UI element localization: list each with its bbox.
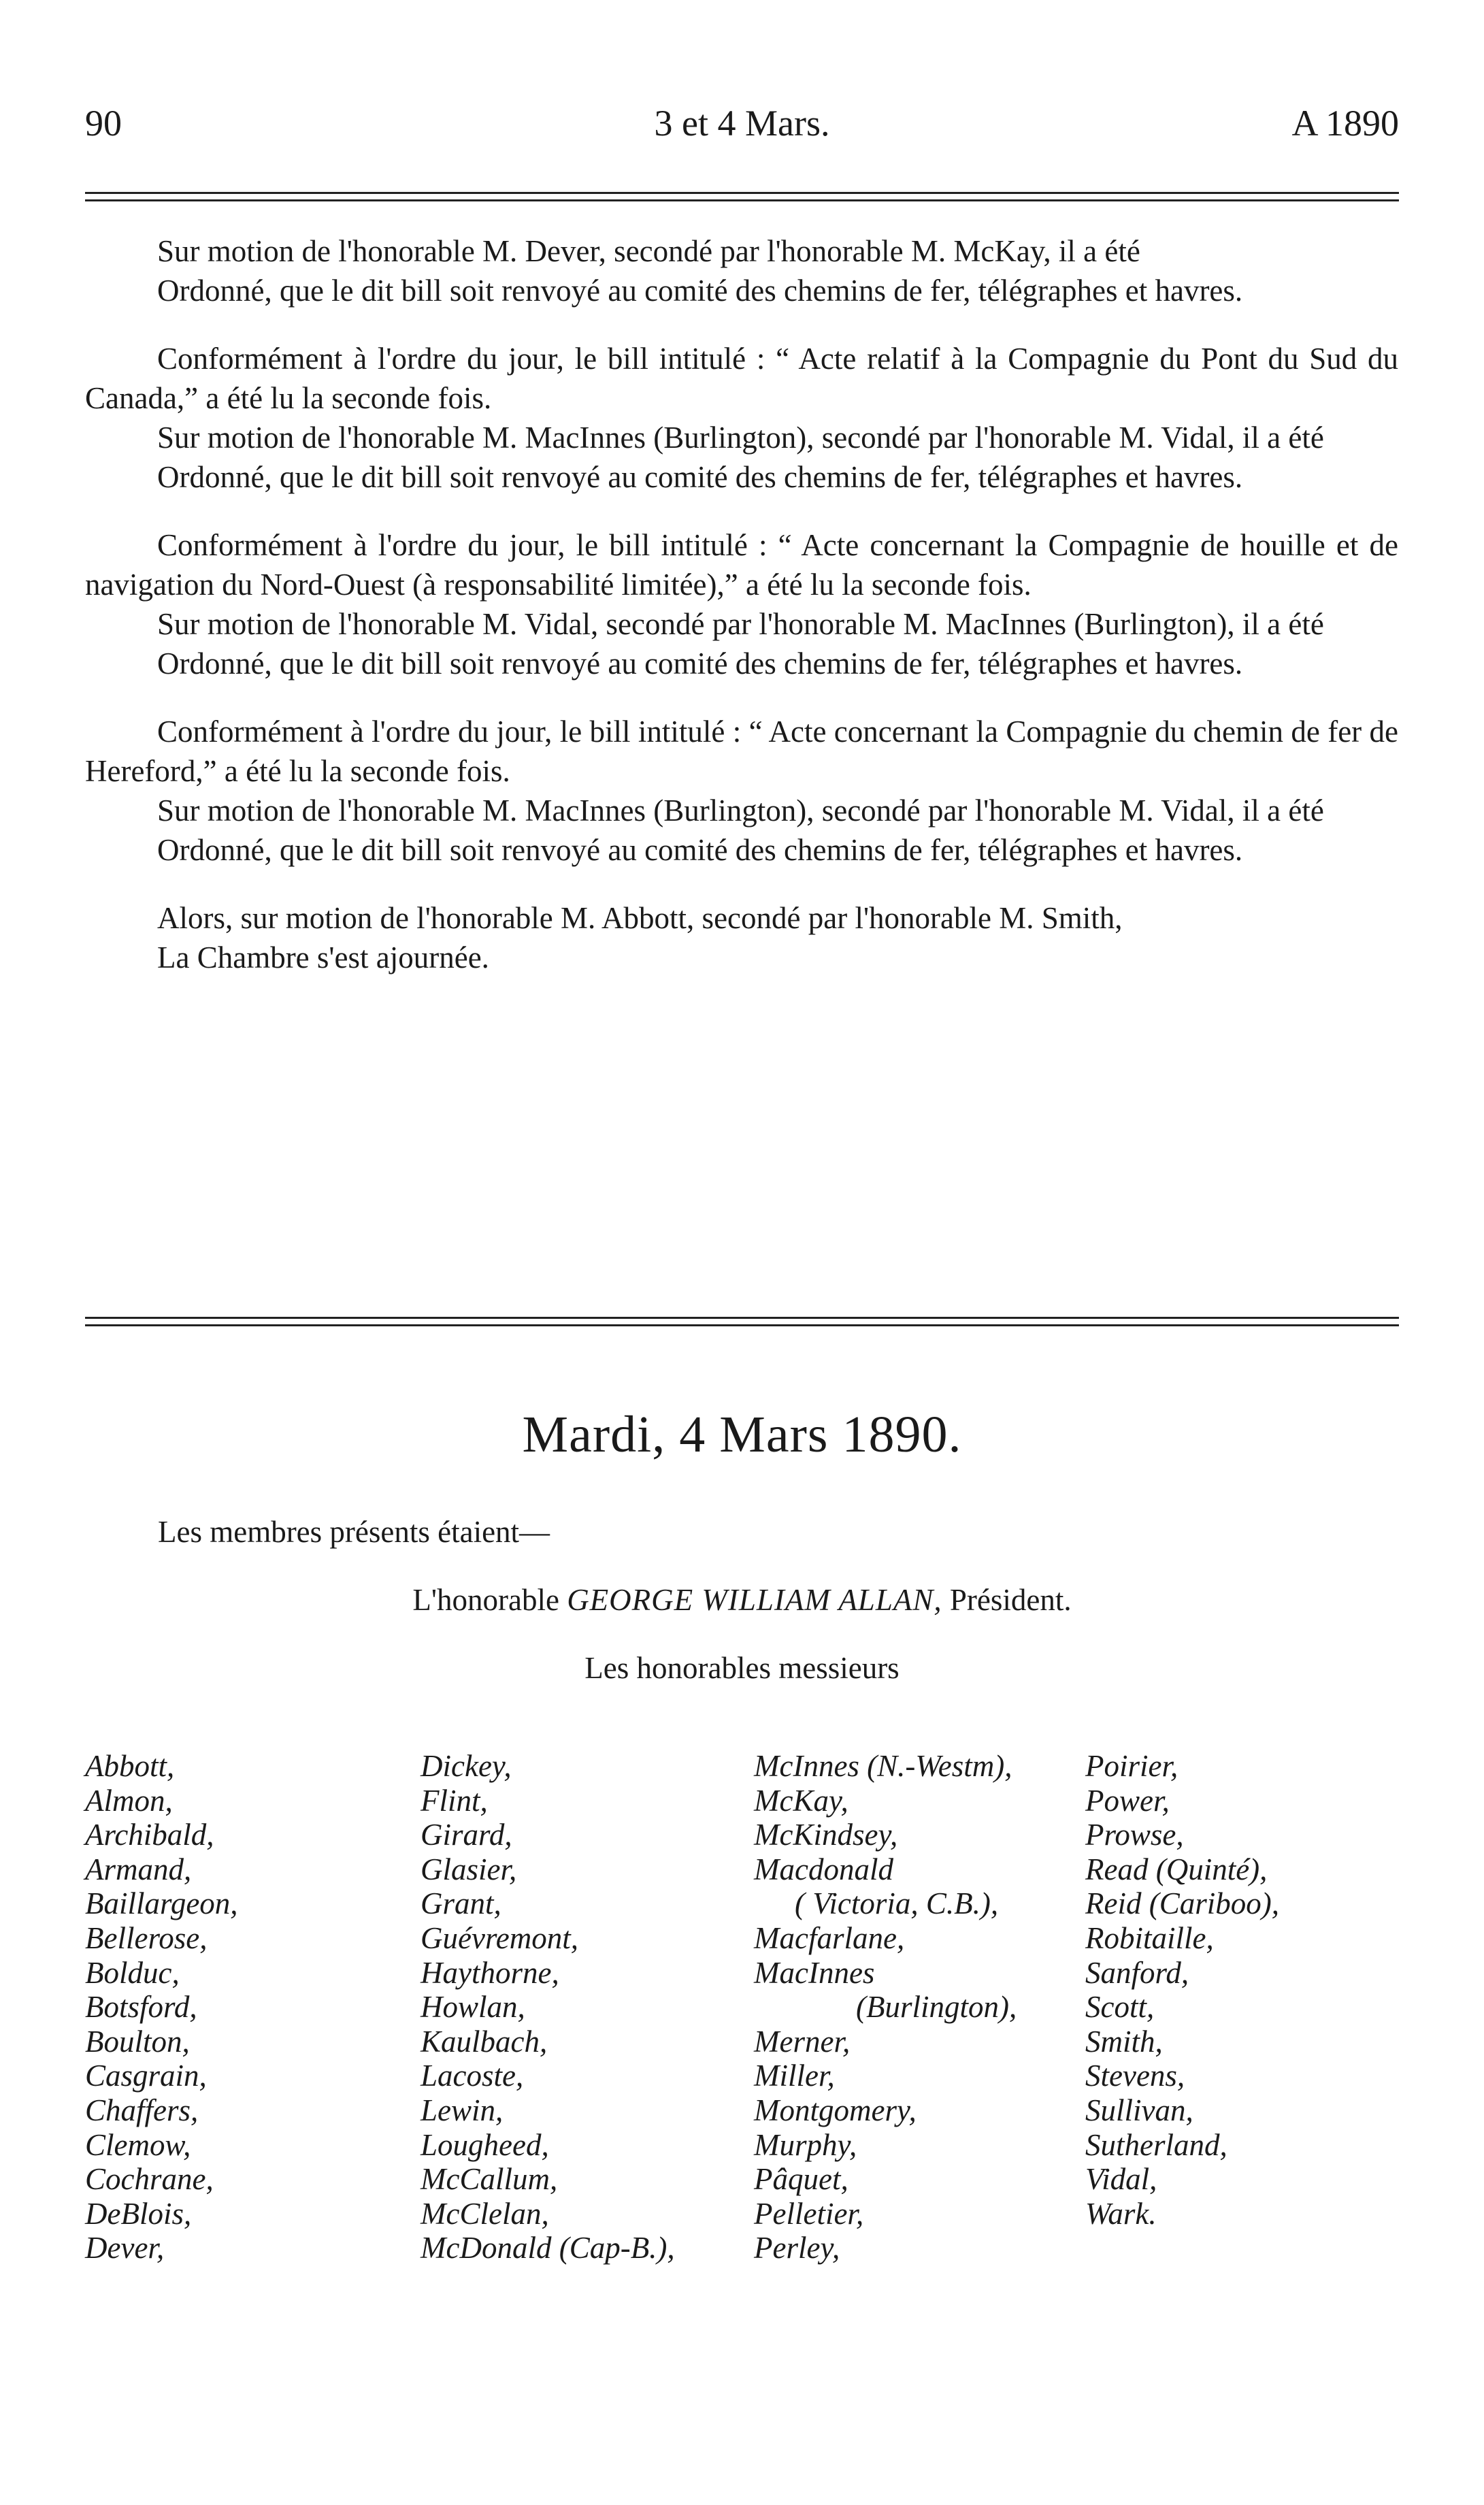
member-name: Sanford, [1085,1955,1189,1990]
paragraph: Alors, sur motion de l'honorable M. Abbott, secondé par l'honorable M. Smith, [157,901,1123,935]
member-name: McClelan, [421,2196,549,2231]
minutes-text [85,231,1398,977]
member-name: Pâquet, [754,2162,848,2197]
member-name: Stevens, [1085,2059,1185,2093]
member-name: Haythorne, [421,1955,559,1990]
member-name: Girard, [421,1818,512,1852]
paragraph: Conformément à l'ordre du jour, le bill intitulé : “ Acte concernant la Compagnie du chemin de fer de Hereford,” a été lu la seconde fois. [85,715,1398,788]
paragraph: La Chambre s'est ajournée. [157,940,489,975]
president-suffix: Président. [942,1583,1072,1617]
members-heading: Les honorables messieurs [584,1651,900,1685]
member-name: Almon, [85,1783,173,1818]
member-name: Pelletier, [754,2196,864,2231]
member-name: Bellerose, [85,1920,208,1955]
member-name: Cochrane, [85,2162,214,2197]
members-column-2 [421,1749,675,2265]
paragraph: Conformément à l'ordre du jour, le bill intitulé : “ Acte relatif à la Compagnie du Pont du Sud du Canada,” a été lu la seconde fois. [85,342,1398,415]
president-prefix: L'honorable [412,1583,559,1617]
member-name: Reid (Cariboo), [1085,1886,1279,1921]
member-name: Kaulbach, [421,2024,548,2059]
member-name: Macdonald [754,1852,893,1886]
member-name: McInnes (N.-Westm), [754,1749,1012,1783]
member-name: Dickey, [421,1749,512,1783]
member-name: Wark. [1085,2196,1157,2231]
member-name: McKay, [754,1783,848,1818]
paragraph: Sur motion de l'honorable M. Vidal, secondé par l'honorable M. MacInnes (Burlington), il a été [157,607,1324,641]
member-name: Perley, [754,2231,840,2265]
header-year: A 1890 [1291,103,1399,144]
paragraph: Sur motion de l'honorable M. MacInnes (Burlington), secondé par l'honorable M. Vidal, il a été [157,793,1324,828]
member-name: Read (Quinté), [1085,1852,1268,1886]
member-name: Scott, [1085,1990,1155,2025]
member-name: Prowse, [1085,1818,1184,1852]
member-name: Merner, [754,2024,851,2059]
member-name: Montgomery, [754,2093,917,2127]
members-column-3 [754,1749,1017,2265]
member-name: Clemow, [85,2127,191,2162]
member-name: (Burlington), [856,1990,1017,2025]
page-number: 90 [85,103,122,144]
member-name: Sutherland, [1085,2127,1227,2162]
president-line [0,1582,1484,1618]
member-name: Casgrain, [85,2059,207,2093]
member-name: Flint, [421,1783,488,1818]
members-column-4 [1085,1749,1279,2231]
page-header [85,102,1399,150]
paragraph: Sur motion de l'honorable M. Dever, secondé par l'honorable M. McKay, il a été [157,234,1140,268]
header-double-rule [85,192,1399,201]
paragraph: Ordonné, que le dit bill soit renvoyé au comité des chemins de fer, télégraphes et havres. [157,460,1243,494]
member-name: Abbott, [85,1749,175,1783]
member-name: Lewin, [421,2093,504,2127]
member-name: McKindsey, [754,1818,898,1852]
member-name: Murphy, [754,2127,857,2162]
present-line: Les membres présents étaient— [158,1515,550,1549]
member-name: Dever, [85,2231,165,2265]
member-name: Boulton, [85,2024,190,2059]
member-name: Vidal, [1085,2162,1157,2197]
header-date: 3 et 4 Mars. [654,103,830,144]
member-name: Bolduc, [85,1955,180,1990]
member-name: Armand, [85,1852,192,1886]
member-name: Grant, [421,1886,501,1921]
member-name: Macfarlane, [754,1920,905,1955]
member-name: DeBlois, [85,2196,192,2231]
member-name: Howlan, [421,1990,525,2025]
paragraph: Conformément à l'ordre du jour, le bill intitulé : “ Acte concernant la Compagnie de houille et de navigation du Nord-Ouest (à responsabilité limitée),” a été lu la seconde fois. [85,528,1398,602]
member-name: Robitaille, [1085,1920,1214,1955]
members-column-1 [85,1749,238,2265]
member-name: Sullivan, [1085,2093,1193,2127]
president-name: GEORGE WILLIAM ALLAN, [567,1583,942,1617]
member-name: Guévremont, [421,1920,579,1955]
member-name: Chaffers, [85,2093,199,2127]
paragraph: Ordonné, que le dit bill soit renvoyé au comité des chemins de fer, télégraphes et havres. [157,274,1243,308]
section-double-rule [85,1317,1399,1326]
paragraph: Ordonné, que le dit bill soit renvoyé au comité des chemins de fer, télégraphes et havres. [157,646,1243,681]
paragraph: Ordonné, que le dit bill soit renvoyé au comité des chemins de fer, télégraphes et havres. [157,833,1243,867]
member-name: McDonald (Cap-B.), [421,2231,675,2265]
member-name: Smith, [1085,2024,1163,2059]
member-name: Lacoste, [421,2059,524,2093]
paragraph: Sur motion de l'honorable M. MacInnes (Burlington), secondé par l'honorable M. Vidal, il a été [157,421,1324,455]
member-name: Baillargeon, [85,1886,238,1921]
member-name: McCallum, [421,2162,558,2197]
member-name: Glasier, [421,1852,517,1886]
member-name: Botsford, [85,1990,197,2025]
member-name: ( Victoria, C.B.), [795,1886,999,1921]
member-name: Miller, [754,2059,835,2093]
member-name: Power, [1085,1783,1170,1818]
member-name: Archibald, [85,1818,214,1852]
member-name: Lougheed, [421,2127,549,2162]
section-title: Mardi, 4 Mars 1890. [522,1406,962,1463]
member-name: Poirier, [1085,1749,1178,1783]
member-name: MacInnes [754,1955,875,1990]
